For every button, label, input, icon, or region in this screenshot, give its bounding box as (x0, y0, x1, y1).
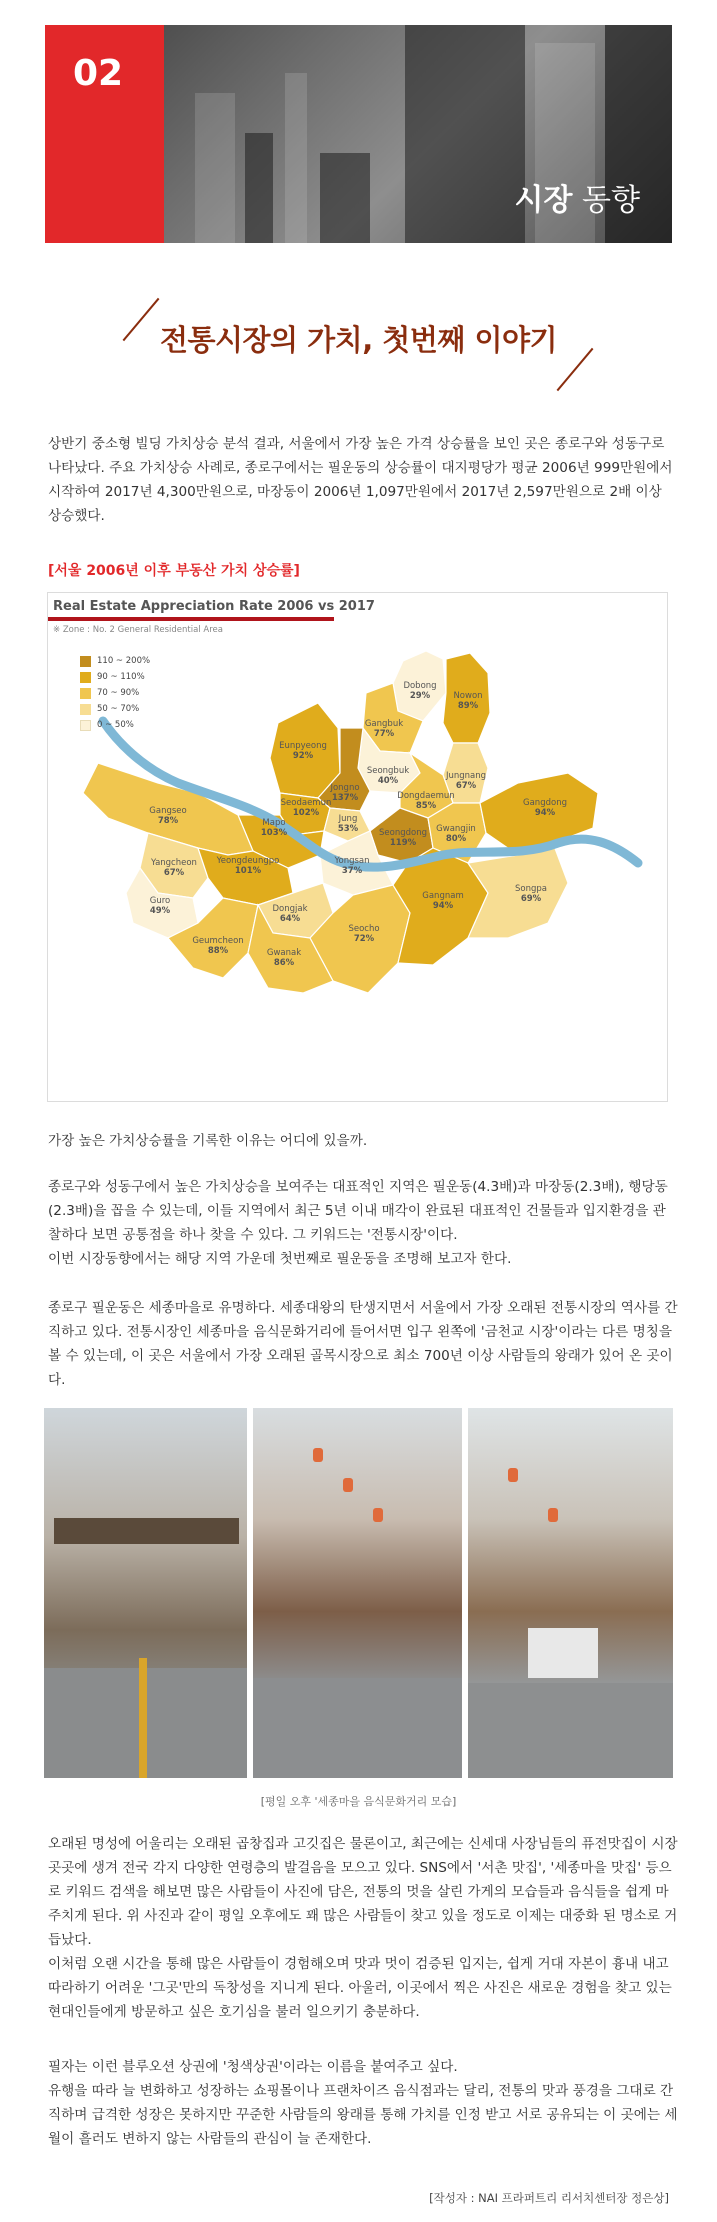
svg-text:Guro49%: Guro 49% (149, 896, 171, 916)
legend-item: 90 ~ 110% (80, 669, 150, 685)
district-label-dongdaemun: Dongdaemun (397, 791, 455, 801)
section-number: 02 (73, 53, 124, 94)
appreciation-map (47, 592, 668, 1102)
district-label-jung: Jung (338, 814, 358, 824)
svg-text:Gangnam94%: Gangnam 94% (422, 891, 464, 911)
body-paragraph-4: 오래된 명성에 어울리는 오래된 곱창집과 고깃집은 물론이고, 최근에는 신세대 사장님들의 퓨전맛집이 시장 곳곳에 생겨 전국 각지 다양한 연령층의 발걸음을 모으고 있다. SNS에서 '서촌 맛집', '세종마을 맛집' 등으로 키워드 검색을 해보면 많은 사람들이 사진에 담은, 전통의 멋을 살린 가게의 모습들과 음식들을 쉽게 마주치게 된다. 위 사진과 같이 평일 오후에도 꽤 많은 사람들이 찾고 있을 정도로 이제는 대중화 된 명소로 거듭났다. 이처럼 오랜 시간을 통해 많은 사람들이 경험해오며 맛과 멋이 검증된 입지는, 쉽게 거대 자본이 흉내 내고 따라하기 어려운 '그곳'만의 독창성을 지니게 된다. 아울러, 이곳에서 찍은 사진은 새로운 경험을 찾고 있는 현대인들에게 방문하고 싶은 호기심을 불러 일으키기 충분하다. (48, 1836, 678, 2020)
district-label-jungnang: Jungnang (445, 771, 487, 781)
district-label-jongno: Jongno (330, 783, 360, 793)
district-label-seongdong: Seongdong (379, 828, 427, 838)
district-label-dobong: Dobong (403, 681, 437, 691)
district-label-yongsan: Yongsan (334, 856, 370, 866)
svg-text:Mapo103%: Mapo 103% (260, 818, 288, 838)
svg-text:Gangdong94%: Gangdong 94% (523, 798, 567, 818)
district-label-dongjak: Dongjak (272, 904, 308, 914)
intro-paragraph: 상반기 중소형 빌딩 가치상승 분석 결과, 서울에서 가장 높은 가격 상승률을 보인 곳은 종로구와 성동구로 나타났다. 주요 가치상승 사례로, 종로구에서는 필운동의 상승률이 대지평당가 평균 2006년 999만원에서 시작하여 2017년 4,300만원으로, 마장동이 2006년 1,097만원에서 2017년 2,597만원으로 2배 이상 상승했다. (48, 436, 673, 524)
svg-text:Gwangjin80%: Gwangjin 80% (436, 824, 476, 844)
district-label-gangnam: Gangnam (422, 891, 464, 901)
district-label-gangbuk: Gangbuk (364, 719, 404, 729)
svg-text:Yangcheon67%: Yangcheon 67% (151, 858, 197, 878)
svg-text:Songpa69%: Songpa 69% (515, 884, 547, 904)
headline: 전통시장의 가치, 첫번째 이야기 (160, 323, 557, 357)
legend-swatch (80, 672, 91, 683)
map-caption: [서울 2006년 이후 부동산 가치 상승률] (48, 563, 300, 579)
svg-text:Dobong29%: Dobong 29% (403, 681, 437, 701)
map-legend (80, 653, 150, 733)
map-subtitle: ※ Zone : No. 2 General Residential Area (53, 625, 223, 635)
svg-text:Dongdaemun85%: Dongdaemun 85% (397, 791, 455, 811)
district-label-gwangjin: Gwangjin (436, 824, 476, 834)
district-label-seongbuk: Seongbuk (366, 766, 410, 776)
svg-text:Jung53%: Jung 53% (337, 814, 359, 834)
svg-text:Gwanak86%: Gwanak 86% (266, 948, 302, 968)
svg-text:Seodaemun102%: Seodaemun 102% (280, 798, 332, 818)
building-shape (405, 25, 525, 243)
photo-market-street (468, 1408, 673, 1778)
body-paragraph-5: 필자는 이런 블루오션 상권에 '청색상권'이라는 이름을 붙여주고 싶다. 유행을 따라 늘 변화하고 성장하는 쇼핑몰이나 프랜차이즈 음식점과는 달리, 전통의 맛과 풍경을 그대로 간직하며 급격한 성장은 못하지만 꾸준한 사람들의 왕래를 통해 가치를 인정 받고 서로 공유되는 이 곳에는 세월이 흘러도 변하지 않는 사람들의 관심이 늘 존재한다. (48, 2059, 678, 2147)
svg-text:Dongjak64%: Dongjak 64% (272, 904, 308, 924)
svg-text:Seongdong119%: Seongdong 119% (379, 828, 427, 848)
district-label-seocho: Seocho (348, 924, 380, 934)
svg-text:Gangseo78%: Gangseo 78% (149, 806, 187, 826)
map-title: Real Estate Appreciation Rate 2006 vs 2017 (53, 599, 375, 614)
district-label-mapo: Mapo (262, 818, 286, 828)
district-label-geumcheon: Geumcheon (192, 936, 244, 946)
legend-item: 70 ~ 90% (80, 685, 150, 701)
legend-item: 110 ~ 200% (80, 653, 150, 669)
building-shape (245, 133, 273, 243)
svg-text:Gangbuk77%: Gangbuk 77% (364, 719, 404, 739)
building-shape (285, 73, 307, 243)
building-shape (320, 153, 370, 243)
question-paragraph: 가장 높은 가치상승률을 기록한 이유는 어디에 있을까. (48, 1133, 368, 1149)
photo-market-entrance (44, 1408, 247, 1778)
svg-text:Jungnang67%: Jungnang 67% (445, 771, 487, 791)
body-paragraph-2: 종로구와 성동구에서 높은 가치상승을 보여주는 대표적인 지역은 필운동(4.3배)과 마장동(2.3배), 행당동(2.3배)을 꼽을 수 있는데, 이들 지역에서 최근 5년 이내 매각이 완료된 대표적인 건물들과 입지환경을 관찰하다 보면 공통점을 하나 찾을 수 있다. 그 키워드는 '전통시장'이다. 이번 시장동향에서는 해당 지역 가운데 첫번째로 필운동을 조명해 보고자 한다. (48, 1179, 668, 1267)
svg-text:Yongsan37%: Yongsan 37% (334, 856, 370, 876)
district-label-gwanak: Gwanak (266, 948, 302, 958)
photo-caption: [평일 오후 '세종마을 음식문화거리 모습] (260, 1795, 457, 1808)
legend-item: 50 ~ 70% (80, 701, 150, 717)
svg-text:Yeongdeungpo101%: Yeongdeungpo 101% (216, 856, 280, 876)
legend-swatch (80, 656, 91, 667)
svg-text:Eunpyeong92%: Eunpyeong 92% (279, 741, 327, 761)
svg-text:Jongno137%: Jongno 137% (330, 783, 360, 803)
district-label-songpa: Songpa (515, 884, 547, 894)
photo-market-alley (253, 1408, 462, 1778)
district-label-gangdong: Gangdong (523, 798, 567, 808)
author-credit: [작성자 : NAI 프라퍼트리 리서치센터장 정은상] (429, 2191, 669, 2205)
legend-item: 0 ~ 50% (80, 717, 150, 733)
street-photos (44, 1408, 673, 1778)
legend-swatch (80, 720, 91, 731)
header-banner (45, 25, 672, 243)
district-label-seodaemun: Seodaemun (280, 798, 332, 808)
district-label-guro: Guro (149, 896, 171, 906)
svg-text:Seocho72%: Seocho 72% (348, 924, 380, 944)
district-label-yangcheon: Yangcheon (151, 858, 197, 868)
svg-text:Geumcheon88%: Geumcheon 88% (192, 936, 244, 956)
district-label-nowon: Nowon (453, 691, 483, 701)
svg-text:Nowon89%: Nowon 89% (453, 691, 483, 711)
district-label-eunpyeong: Eunpyeong (279, 741, 327, 751)
legend-swatch (80, 688, 91, 699)
building-shape (195, 93, 235, 243)
banner-title: 시장 동향 (514, 183, 640, 218)
body-paragraph-3: 종로구 필운동은 세종마을로 유명하다. 세종대왕의 탄생지면서 서울에서 가장 오래된 전통시장의 역사를 간직하고 있다. 전통시장인 세종마을 음식문화거리에 들어서면 입구 왼쪽에 '금천교 시장'이라는 다른 명칭을 볼 수 있는데, 이 곳은 서울에서 가장 오래된 골목시장으로 최소 700년 이상 사람들의 왕래가 있어 온 곳이다. (48, 1300, 678, 1388)
district-label-gangseo: Gangseo (149, 806, 187, 816)
district-label-yeongdeungpo: Yeongdeungpo (216, 856, 280, 866)
legend-swatch (80, 704, 91, 715)
map-title-bar (48, 617, 334, 621)
svg-text:Seongbuk40%: Seongbuk 40% (366, 766, 410, 786)
